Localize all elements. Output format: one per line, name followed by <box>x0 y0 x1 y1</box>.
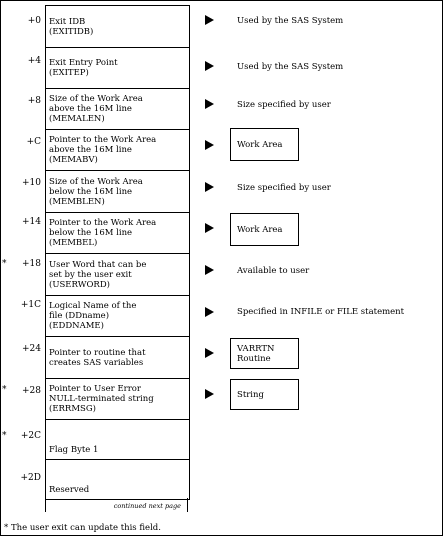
field-row-userword <box>46 254 189 296</box>
offset-label: +1C <box>20 300 41 310</box>
offset-label: +18 <box>22 259 41 269</box>
field-label: Logical Name of the file (DDname) (EDDNAME) <box>49 301 137 331</box>
field-row-eddname <box>46 296 189 337</box>
arrow-right-icon <box>205 389 214 399</box>
field-row-exitep <box>46 48 189 89</box>
field-row-errmsg <box>46 379 189 420</box>
arrow-right-icon <box>205 99 214 109</box>
updatable-marker: * <box>2 385 7 395</box>
description: Used by the SAS System <box>237 16 344 26</box>
arrow-right-icon <box>205 61 214 71</box>
field-row-memalen <box>46 89 189 130</box>
arrow-right-icon <box>205 223 214 233</box>
varrtn-routine-box <box>230 338 299 369</box>
updatable-marker: * <box>2 259 7 269</box>
field-row-flag-byte <box>46 420 189 460</box>
field-row-memabv <box>46 130 189 171</box>
description: Size specified by user <box>237 183 331 193</box>
field-label: Size of the Work Area below the 16M line (MEMBLEN) <box>49 176 143 207</box>
offset-label: +4 <box>27 56 41 66</box>
box-label: Work Area <box>237 224 283 235</box>
field-row-memblen <box>46 171 189 213</box>
offset-label: +24 <box>22 344 41 354</box>
field-row-membel <box>46 213 189 254</box>
continued-marker <box>45 498 188 512</box>
field-label: Exit IDB (EXITIDB) <box>49 16 94 37</box>
arrow-right-icon <box>205 140 214 150</box>
offset-label: +2C <box>20 431 41 441</box>
description: Specified in INFILE or FILE statement <box>237 307 405 317</box>
box-label: String <box>237 389 264 400</box>
description: Size specified by user <box>237 100 331 110</box>
arrow-right-icon <box>205 182 214 192</box>
field-label: Flag Byte 1 <box>49 445 99 455</box>
field-label: Pointer to User Error NULL-terminated string (ERRMSG) <box>49 384 154 414</box>
field-row-reserved <box>46 460 189 500</box>
field-label: Reserved <box>49 485 90 495</box>
offset-label: +28 <box>22 386 41 396</box>
field-row-exitidb <box>46 6 189 48</box>
offset-label: +0 <box>27 16 41 26</box>
offset-label: +14 <box>22 217 41 227</box>
work-area-box <box>230 128 299 161</box>
arrow-right-icon <box>205 307 214 317</box>
footnote: * The user exit can update this field. <box>4 523 161 533</box>
offset-label: +10 <box>22 178 41 188</box>
arrow-right-icon <box>205 15 214 25</box>
description: Used by the SAS System <box>237 62 344 72</box>
field-label: Pointer to the Work Area below the 16M line (MEMBEL) <box>49 218 157 248</box>
control-block-table <box>45 5 190 500</box>
box-label: VARRTN Routine <box>237 343 275 364</box>
string-box <box>230 379 299 410</box>
work-area-box <box>230 213 299 246</box>
continued-label: continued next page <box>113 502 181 510</box>
field-label: Pointer to the Work Area above the 16M line (MEMABV) <box>49 135 157 165</box>
arrow-right-icon <box>205 348 214 358</box>
field-row-varrtn <box>46 337 189 379</box>
updatable-marker: * <box>2 431 7 441</box>
box-label: Work Area <box>237 139 283 150</box>
field-label: Size of the Work Area above the 16M line (MEMALEN) <box>49 94 143 124</box>
field-label: Pointer to routine that creates SAS variables <box>49 347 146 368</box>
field-label: Exit Entry Point (EXITEP) <box>49 58 118 78</box>
offset-label: +2D <box>20 473 41 483</box>
field-label: User Word that can be set by the user exit (USERWORD) <box>49 259 147 290</box>
arrow-right-icon <box>205 265 214 275</box>
offset-label: +C <box>26 137 41 147</box>
offset-label: +8 <box>27 96 41 106</box>
description: Available to user <box>237 266 310 276</box>
